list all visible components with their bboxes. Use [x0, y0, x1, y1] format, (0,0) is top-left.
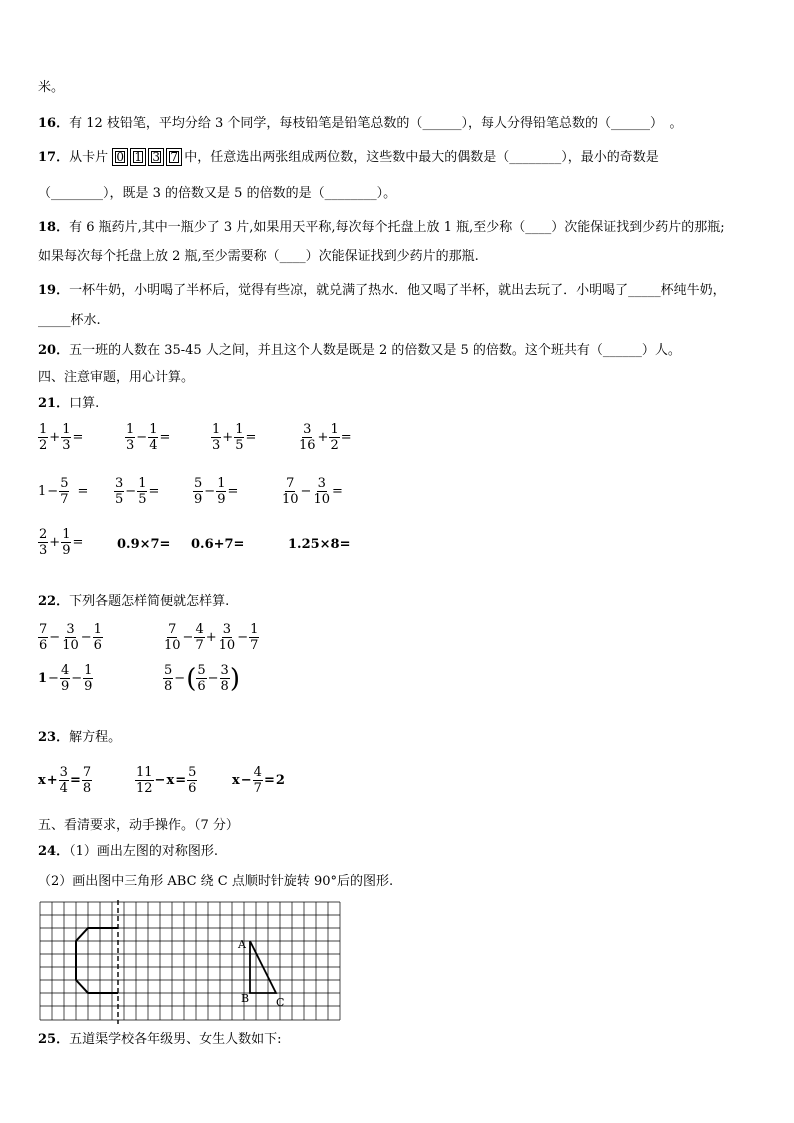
- fraction: [163, 622, 182, 653]
- numerator: 1: [84, 663, 93, 678]
- fraction: [137, 476, 147, 507]
- q25-text: 五道渠学校各年级男、女生人数如下:: [69, 1032, 282, 1047]
- operator: −: [71, 671, 83, 686]
- operator: −: [237, 630, 249, 645]
- equals: =: [159, 430, 171, 445]
- denominator: 7: [195, 638, 204, 653]
- q21-expr-1-4: [298, 422, 353, 453]
- operator: +: [49, 535, 61, 550]
- numerator: 1: [39, 422, 48, 437]
- equals: =: [175, 773, 187, 788]
- denominator: 9: [194, 492, 203, 507]
- operator: −: [204, 484, 216, 499]
- denominator: 3: [39, 543, 48, 558]
- denominator: 9: [62, 543, 71, 558]
- q22-title: 下列各题怎样简便就怎样算.: [69, 594, 230, 609]
- q21-expr-1-2: [125, 422, 171, 453]
- numerator: 4: [195, 622, 204, 637]
- right-paren: ): [229, 663, 240, 694]
- q18-l2b: ）次能保证找到少药片的那瓶.: [305, 249, 479, 264]
- question-24-part-2: （2）画出图中三角形 ABC 绕 C 点顺时针旋转 90°后的图形.: [38, 874, 394, 889]
- denominator: 6: [188, 781, 197, 796]
- question-19: [38, 281, 726, 301]
- fraction: [59, 765, 69, 796]
- denominator: 3: [62, 438, 71, 453]
- q21-expr-3-2: 0.9×7=: [117, 537, 171, 552]
- fraction: [216, 476, 226, 507]
- numerator: 11: [136, 765, 153, 780]
- denominator: 9: [60, 679, 70, 694]
- operator: +: [205, 630, 217, 645]
- numerator: 4: [253, 765, 262, 780]
- whole-number: 1: [38, 484, 47, 499]
- q18-l2a: 如果每次每个托盘上放 2 瓶,至少需要称（: [38, 249, 280, 264]
- denominator: 10: [313, 492, 330, 507]
- label-b: B: [241, 992, 250, 1005]
- grid-lines: [40, 902, 340, 1020]
- fraction: [148, 422, 158, 453]
- equals: =: [72, 535, 84, 550]
- q16-blank-2: ______: [610, 116, 650, 131]
- question-20: [38, 341, 681, 361]
- q23-equation-3: [232, 765, 285, 796]
- denominator: 3: [126, 438, 135, 453]
- equals: =: [227, 484, 239, 499]
- numerator: 1: [250, 622, 259, 637]
- denominator: 5: [138, 492, 147, 507]
- q23-equation-2: [135, 765, 197, 796]
- q20-text-a: 五一班的人数在 35-45 人之间，并且这个人数是既是 2 的倍数又是 5 的倍数。这个班共有（: [69, 343, 603, 358]
- fraction: [329, 422, 339, 453]
- question-16: [38, 114, 682, 134]
- q17-blank-2: ________: [51, 186, 104, 201]
- grid-figure: [38, 900, 342, 1024]
- q16-blank-1: ______: [422, 116, 462, 131]
- operator: −: [125, 484, 137, 499]
- operator: −: [48, 671, 59, 686]
- operator: −: [136, 430, 148, 445]
- q23-title: 解方程。: [69, 730, 122, 745]
- numerator: 4: [60, 663, 70, 678]
- q18-blank-2: ____: [279, 249, 306, 264]
- numerator: 1: [212, 422, 221, 437]
- q19-l1b: 杯纯牛奶，: [660, 283, 726, 298]
- numerator: 7: [82, 765, 92, 780]
- q21-expr-2-2: [114, 476, 160, 507]
- question-18: [38, 218, 725, 238]
- fraction: [194, 622, 204, 653]
- card-0: 0: [112, 148, 128, 166]
- fraction: [82, 765, 92, 796]
- question-number: 17．: [38, 150, 70, 165]
- fraction: [38, 527, 48, 558]
- fraction: [38, 422, 48, 453]
- operator: +: [317, 430, 329, 445]
- q17-l2a: （: [38, 186, 52, 201]
- q23-equation-1: [38, 765, 92, 796]
- q21-expr-2-3: [193, 476, 239, 507]
- fraction: [60, 663, 70, 694]
- q18-l1a: 有 6 瓶药片,其中一瓶少了 3 片,如果用天平称,每次每个托盘上放 1 瓶,至少称（: [69, 220, 526, 235]
- q21-title: 口算.: [69, 396, 100, 411]
- fraction: [61, 622, 80, 653]
- variable-x: x: [38, 773, 46, 788]
- equals: =: [245, 430, 257, 445]
- fraction: [125, 422, 135, 453]
- numerator: 5: [164, 663, 173, 678]
- question-22: [38, 592, 229, 612]
- q19-blank-2: _____: [38, 313, 71, 328]
- denominator: 10: [218, 638, 236, 653]
- question-number: 24．: [38, 844, 70, 859]
- card-3: 3: [148, 148, 164, 166]
- label-c: C: [276, 996, 285, 1009]
- fraction: [249, 622, 259, 653]
- equals: =: [340, 430, 352, 445]
- fraction: [193, 476, 203, 507]
- fraction: [114, 476, 124, 507]
- operator: −: [182, 630, 194, 645]
- section-4-heading: 四、注意审题，用心计算。: [38, 370, 195, 385]
- denominator: 7: [60, 492, 69, 507]
- q21-expr-2-1: [38, 476, 89, 507]
- numerator: 1: [126, 422, 135, 437]
- fraction: [83, 663, 93, 694]
- fraction: [281, 476, 300, 507]
- numerator: 1: [235, 422, 244, 437]
- denominator: 6: [93, 638, 102, 653]
- q19-l2: 杯水.: [70, 313, 101, 328]
- fraction: [220, 663, 230, 694]
- question-number: 22．: [38, 594, 70, 609]
- numerator: 1: [138, 476, 147, 491]
- q21-expr-1-3: [211, 422, 257, 453]
- operator: −: [47, 484, 59, 499]
- denominator: 8: [164, 679, 173, 694]
- operator: +: [222, 430, 234, 445]
- q21-expr-3-4: 1.25×8=: [288, 537, 351, 552]
- question-21: [38, 394, 99, 414]
- denominator: 7: [250, 638, 259, 653]
- q22-expr-2: [163, 622, 259, 653]
- q21-expr-3-3: 0.6+7=: [191, 537, 245, 552]
- q17-text-a: 从卡片: [69, 150, 109, 165]
- q22-expr-4: [163, 663, 240, 694]
- question-24: [38, 842, 218, 862]
- fraction: [163, 663, 173, 694]
- denominator: 4: [149, 438, 158, 453]
- question-number: 23．: [38, 730, 70, 745]
- numerator: 1: [330, 422, 339, 437]
- numerator: 1: [217, 476, 226, 491]
- section-5-heading: 五、看清要求，动手操作。（7 分）: [38, 818, 239, 833]
- q17-l2c: ），既是 3 的倍数又是 5 的倍数的是（: [103, 186, 325, 201]
- variable-x: x: [166, 773, 175, 788]
- denominator: 3: [212, 438, 221, 453]
- numerator: 3: [222, 622, 232, 637]
- label-a: A: [238, 938, 246, 951]
- equals: =: [148, 484, 160, 499]
- result: 2: [275, 773, 285, 788]
- numerator: 5: [60, 476, 69, 491]
- q19-blank-1: _____: [628, 283, 661, 298]
- question-number: 20．: [38, 343, 70, 358]
- q17-text-b: 中，任意选出两张组成两位数，这些数中最大的偶数是（: [184, 150, 510, 165]
- q21-expr-1-1: [38, 422, 84, 453]
- operator: −: [49, 630, 61, 645]
- numerator: 7: [39, 622, 48, 637]
- numerator: 5: [197, 663, 206, 678]
- q18-blank-1: ____: [525, 220, 552, 235]
- variable-x: x: [232, 773, 240, 788]
- fraction: [61, 422, 71, 453]
- card-1: 1: [130, 148, 146, 166]
- fraction: [253, 765, 263, 796]
- q16-text-e: ） 。: [649, 116, 683, 131]
- q20-text-b: ）人。: [641, 343, 681, 358]
- q22-expr-1: [38, 622, 103, 653]
- card-7: 7: [166, 148, 182, 166]
- numerator: 1: [62, 527, 71, 542]
- question-number: 19．: [38, 283, 70, 298]
- fraction: [59, 476, 69, 507]
- fraction: [196, 663, 206, 694]
- denominator: 6: [39, 638, 48, 653]
- numerator: 3: [317, 476, 326, 491]
- q21-expr-2-4: [281, 476, 344, 507]
- denominator: 12: [136, 781, 153, 796]
- question-number: 16．: [38, 116, 70, 131]
- operator: −: [154, 773, 166, 788]
- equals: =: [72, 430, 84, 445]
- q19-l1a: 一杯牛奶，小明喝了半杯后，觉得有些凉，就兑满了热水．他又喝了半杯，就出去玩了．小明喝了: [69, 283, 629, 298]
- q21-expr-3-1: [38, 527, 84, 558]
- equals: =: [77, 484, 89, 499]
- operator: +: [49, 430, 61, 445]
- fraction: [234, 422, 244, 453]
- q17-text-c: ），最小的奇数是: [561, 150, 659, 165]
- numerator: 2: [39, 527, 48, 542]
- q15-tail: 米。: [38, 80, 65, 95]
- numerator: 3: [66, 622, 75, 637]
- q16-text-c: ），每人分得铅笔总数的（: [461, 116, 611, 131]
- q22-expr-3: [38, 663, 93, 694]
- q24-part-1: （1）画出左图的对称图形.: [69, 844, 218, 859]
- denominator: 9: [84, 679, 93, 694]
- operator: −: [300, 484, 312, 499]
- fraction: [187, 765, 197, 796]
- numerator: 7: [168, 622, 177, 637]
- fraction: [38, 622, 48, 653]
- numerator: 5: [194, 476, 203, 491]
- denominator: 10: [62, 638, 79, 653]
- fraction: [211, 422, 221, 453]
- denominator: 8: [220, 679, 229, 694]
- fraction: [93, 622, 103, 653]
- denominator: 9: [217, 492, 226, 507]
- numerator: 7: [286, 476, 295, 491]
- denominator: 5: [235, 438, 244, 453]
- operator: −: [174, 671, 186, 686]
- whole-number: 1: [38, 671, 48, 686]
- operator: −: [80, 630, 92, 645]
- question-number: 25．: [38, 1032, 70, 1047]
- fraction: [218, 622, 237, 653]
- question-19-line-2: [38, 311, 101, 331]
- denominator: 10: [282, 492, 299, 507]
- question-number: 21．: [38, 396, 70, 411]
- denominator: 6: [197, 679, 206, 694]
- question-17-line-2: [38, 184, 396, 204]
- q17-blank-1: ________: [509, 150, 562, 165]
- denominator: 5: [115, 492, 124, 507]
- fraction: [298, 422, 317, 453]
- numerator: 1: [149, 422, 158, 437]
- equals: =: [263, 773, 275, 788]
- equals: =: [332, 484, 343, 499]
- question-17: [38, 148, 659, 168]
- numerator: 3: [115, 476, 124, 491]
- numerator: 3: [59, 765, 68, 780]
- numerator: 3: [303, 422, 312, 437]
- question-23: [38, 728, 121, 748]
- denominator: 4: [59, 781, 68, 796]
- question-25: [38, 1030, 281, 1050]
- denominator: 2: [39, 438, 48, 453]
- equals: =: [69, 773, 81, 788]
- numerator: 1: [62, 422, 71, 437]
- question-number: 18．: [38, 220, 70, 235]
- denominator: 2: [330, 438, 339, 453]
- denominator: 8: [82, 781, 92, 796]
- fraction: [312, 476, 331, 507]
- q17-blank-3: ________: [324, 186, 377, 201]
- numerator: 5: [188, 765, 197, 780]
- question-18-line-2: [38, 247, 479, 267]
- denominator: 10: [164, 638, 181, 653]
- left-paren: (: [186, 663, 197, 694]
- q16-text-a: 有 12 枝铅笔，平均分给 3 个同学，每枝铅笔是铅笔总数的（: [69, 116, 423, 131]
- q18-l1b: ）次能保证找到少药片的那瓶;: [551, 220, 725, 235]
- operator: −: [240, 773, 252, 788]
- fraction: [61, 527, 71, 558]
- numerator: 1: [93, 622, 102, 637]
- operator: +: [46, 773, 58, 788]
- denominator: 16: [299, 438, 316, 453]
- denominator: 7: [253, 781, 262, 796]
- q17-l2e: ）。: [376, 186, 397, 201]
- fraction: [135, 765, 154, 796]
- q20-blank: ______: [602, 343, 642, 358]
- numerator: 3: [220, 663, 229, 678]
- operator: −: [207, 671, 219, 686]
